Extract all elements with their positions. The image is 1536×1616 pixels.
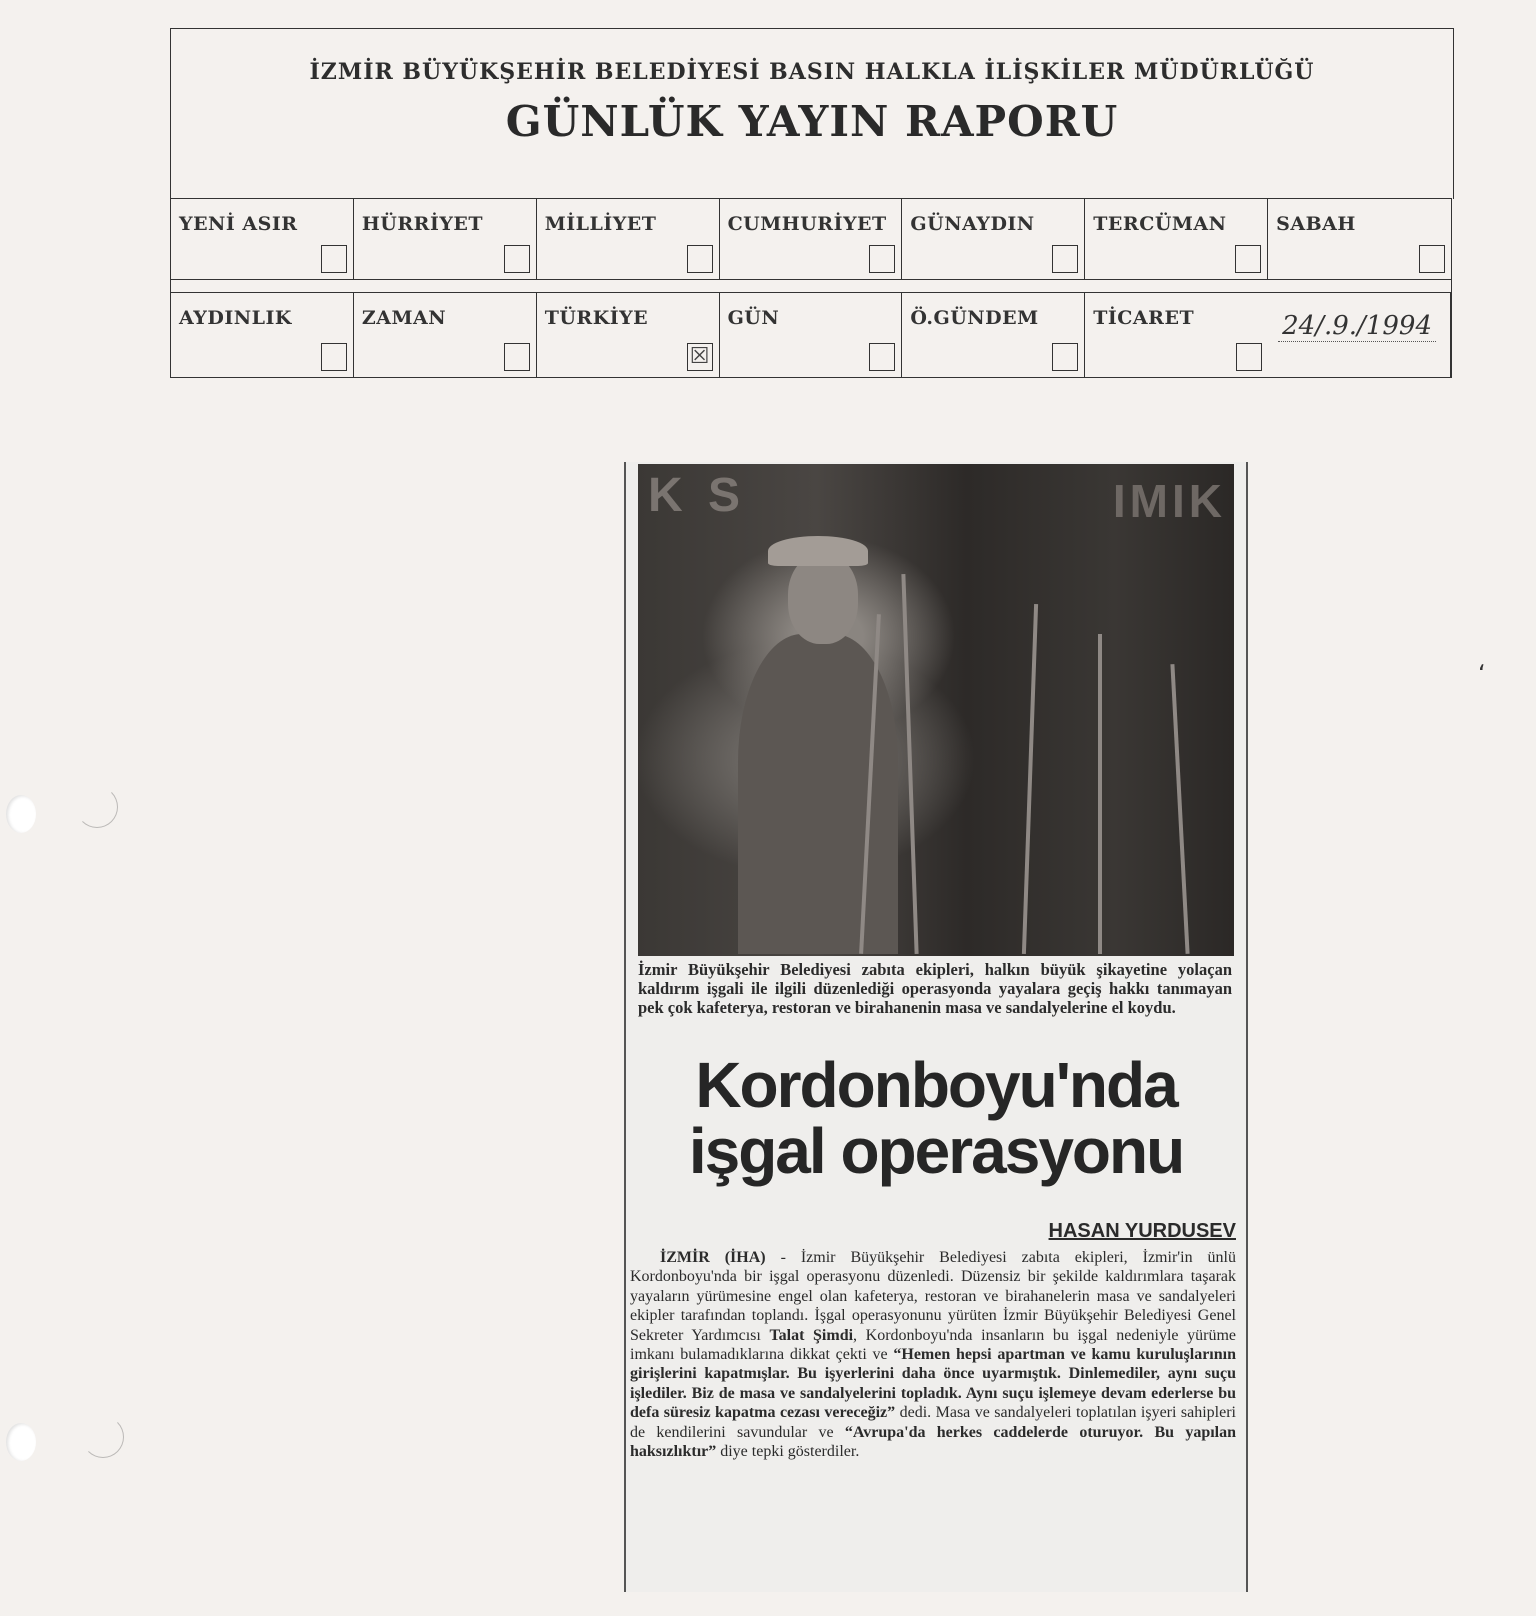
article-photo — [638, 464, 1234, 956]
paper-cell-aydinlik — [171, 293, 354, 377]
paper-checkbox-tercuman[interactable] — [1235, 245, 1261, 273]
officer-figure-head — [788, 554, 858, 644]
paper-name: TİCARET — [1093, 307, 1195, 329]
article-body-part-2: , Kordonboyu'nda insanların bu işgal nedeniyle yürüme imkanı bulamadıklarına dikkat çekti ve — [630, 1326, 1236, 1364]
paper-name: Ö.GÜNDEM — [910, 307, 1039, 329]
report-date[interactable]: 24/.9./1994 — [1278, 311, 1436, 342]
paper-cell-cumhuriyet — [720, 199, 903, 279]
chair-leg — [1022, 604, 1038, 954]
paper-cell-zaman — [354, 293, 537, 377]
agency-name: İZMİR BÜYÜKŞEHİR BELEDİYESİ BASIN HALKLA İLİŞKİLER MÜDÜRLÜĞÜ — [309, 59, 1315, 85]
headline-line-1: Kordonboyu'nda — [695, 1049, 1177, 1121]
paper-checkbox-sabah[interactable] — [1419, 245, 1445, 273]
article-body-part-1: - İzmir Büyükşehir Belediyesi zabıta ekipleri, İzmir'in ünlü Kordonboyu'nda bir işgal operasyonu düzenledi. Düzensiz bir şekilde kaldırımlara taşarak yayaların yürümesine engel olan kafeterya, restoran ve birahanelerin masa ve sandalyeleri ekipler tarafından toplandı. İşgal operasyonunu yürüten İzmir Büyükşehir Belediyesi Genel Sekreter Yardımcısı — [630, 1249, 1236, 1344]
row-separator — [171, 279, 1451, 293]
paper-name: GÜN — [727, 307, 780, 329]
paper-cell-milliyet — [537, 199, 720, 279]
punch-hole-top — [6, 795, 36, 833]
article-headline — [630, 1049, 1242, 1187]
paper-cell-o-gundem — [902, 293, 1085, 377]
photo-sign-text-right: IMIK — [1112, 475, 1226, 527]
paper-checkbox-gun[interactable] — [869, 343, 895, 371]
paper-name: HÜRRİYET — [361, 213, 484, 235]
paper-name: AYDINLIK — [179, 307, 292, 329]
paper-name: MİLLİYET — [544, 213, 657, 235]
paper-name: ZAMAN — [361, 307, 447, 329]
paper-name: TERCÜMAN — [1093, 213, 1227, 235]
stray-mark: ʻ — [1478, 660, 1486, 688]
paper-name: GÜNAYDIN — [910, 213, 1035, 235]
paper-checkbox-zaman[interactable] — [504, 343, 530, 371]
date-cell — [1268, 293, 1451, 377]
paper-checkbox-hurriyet[interactable] — [504, 245, 530, 273]
officer-figure-cap — [768, 536, 868, 566]
chair-leg — [901, 574, 918, 954]
article-body-part-4: diye tepki gösterdiler. — [716, 1443, 860, 1461]
chair-leg — [1098, 634, 1102, 954]
paper-checkbox-milliyet[interactable] — [687, 245, 713, 273]
paper-cell-sabah — [1268, 199, 1451, 279]
article-body — [630, 1248, 1236, 1461]
paper-name: YENİ ASIR — [179, 213, 298, 235]
paper-checkbox-o-gundem[interactable] — [1052, 343, 1078, 371]
paper-checkbox-ticaret[interactable] — [1236, 343, 1262, 371]
paper-checkbox-yeni-asir[interactable] — [321, 245, 347, 273]
photo-sign-text-left: K S — [648, 469, 747, 522]
paper-name: TÜRKİYE — [544, 307, 649, 329]
headline-line-2: işgal operasyonu — [688, 1115, 1184, 1187]
punch-hole-bottom — [6, 1423, 36, 1461]
article-quote-2: “Avrupa'da herkes caddelerde oturuyor. Bu yapılan haksızlıktır” — [630, 1423, 1237, 1461]
chair-leg — [1170, 664, 1189, 954]
photo-caption: İzmir Büyükşehir Belediyesi zabıta ekipleri, halkın büyük şikayetine yolaçan kaldırım işgali ile ilgili düzenlediği operasyonda yayalara geçiş hakkı tanımayan pek çok kafeterya, restoran ve birahanenin masa ve sandalyelerine el koydu. — [638, 960, 1232, 1017]
report-title: GÜNLÜK YAYIN RAPORU — [505, 97, 1119, 146]
article-body-name: Talat Şimdi — [769, 1326, 854, 1344]
paper-cell-hurriyet — [354, 199, 537, 279]
paper-cell-turkiye — [537, 293, 720, 377]
paper-cell-tercuman — [1085, 199, 1268, 279]
paper-checkbox-turkiye[interactable]: ☒ — [687, 343, 713, 371]
paper-checkbox-cumhuriyet[interactable] — [869, 245, 895, 273]
punch-hole-ring-bottom — [82, 1416, 124, 1458]
paper-cell-ticaret — [1085, 293, 1268, 377]
article-dateline: İZMİR (İHA) — [660, 1249, 766, 1266]
report-header — [170, 28, 1454, 199]
paper-cell-gun — [720, 293, 903, 377]
paper-checkbox-aydinlik[interactable] — [321, 343, 347, 371]
paper-name: SABAH — [1276, 213, 1356, 235]
newspaper-checklist — [170, 198, 1452, 378]
article-byline: HASAN YURDUSEV — [1048, 1220, 1236, 1242]
paper-cell-yeni-asir — [171, 199, 354, 279]
paper-name: CUMHURİYET — [727, 213, 887, 235]
paper-cell-gunaydin — [902, 199, 1085, 279]
newspaper-clipping — [624, 462, 1248, 1592]
article-quote-1: “Hemen hepsi apartman ve kamu kuruluşlarının girişlerini kapatmışlar. Bu işyerlerini daha önce uyarmıştık. Dinlemediler, aynı suçu işlediler. Biz de masa ve sandalyelerini topladık. Aynı suçu işlemeye devam ederlerse bu defa süresiz kapatma cezası vereceğiz” — [630, 1346, 1236, 1422]
article-body-part-3: dedi. Masa ve sandalyeleri toplatılan işyeri sahipleri de kendilerini savundular ve — [630, 1404, 1236, 1441]
punch-hole-ring-top — [76, 786, 118, 828]
paper-checkbox-gunaydin[interactable] — [1052, 245, 1078, 273]
